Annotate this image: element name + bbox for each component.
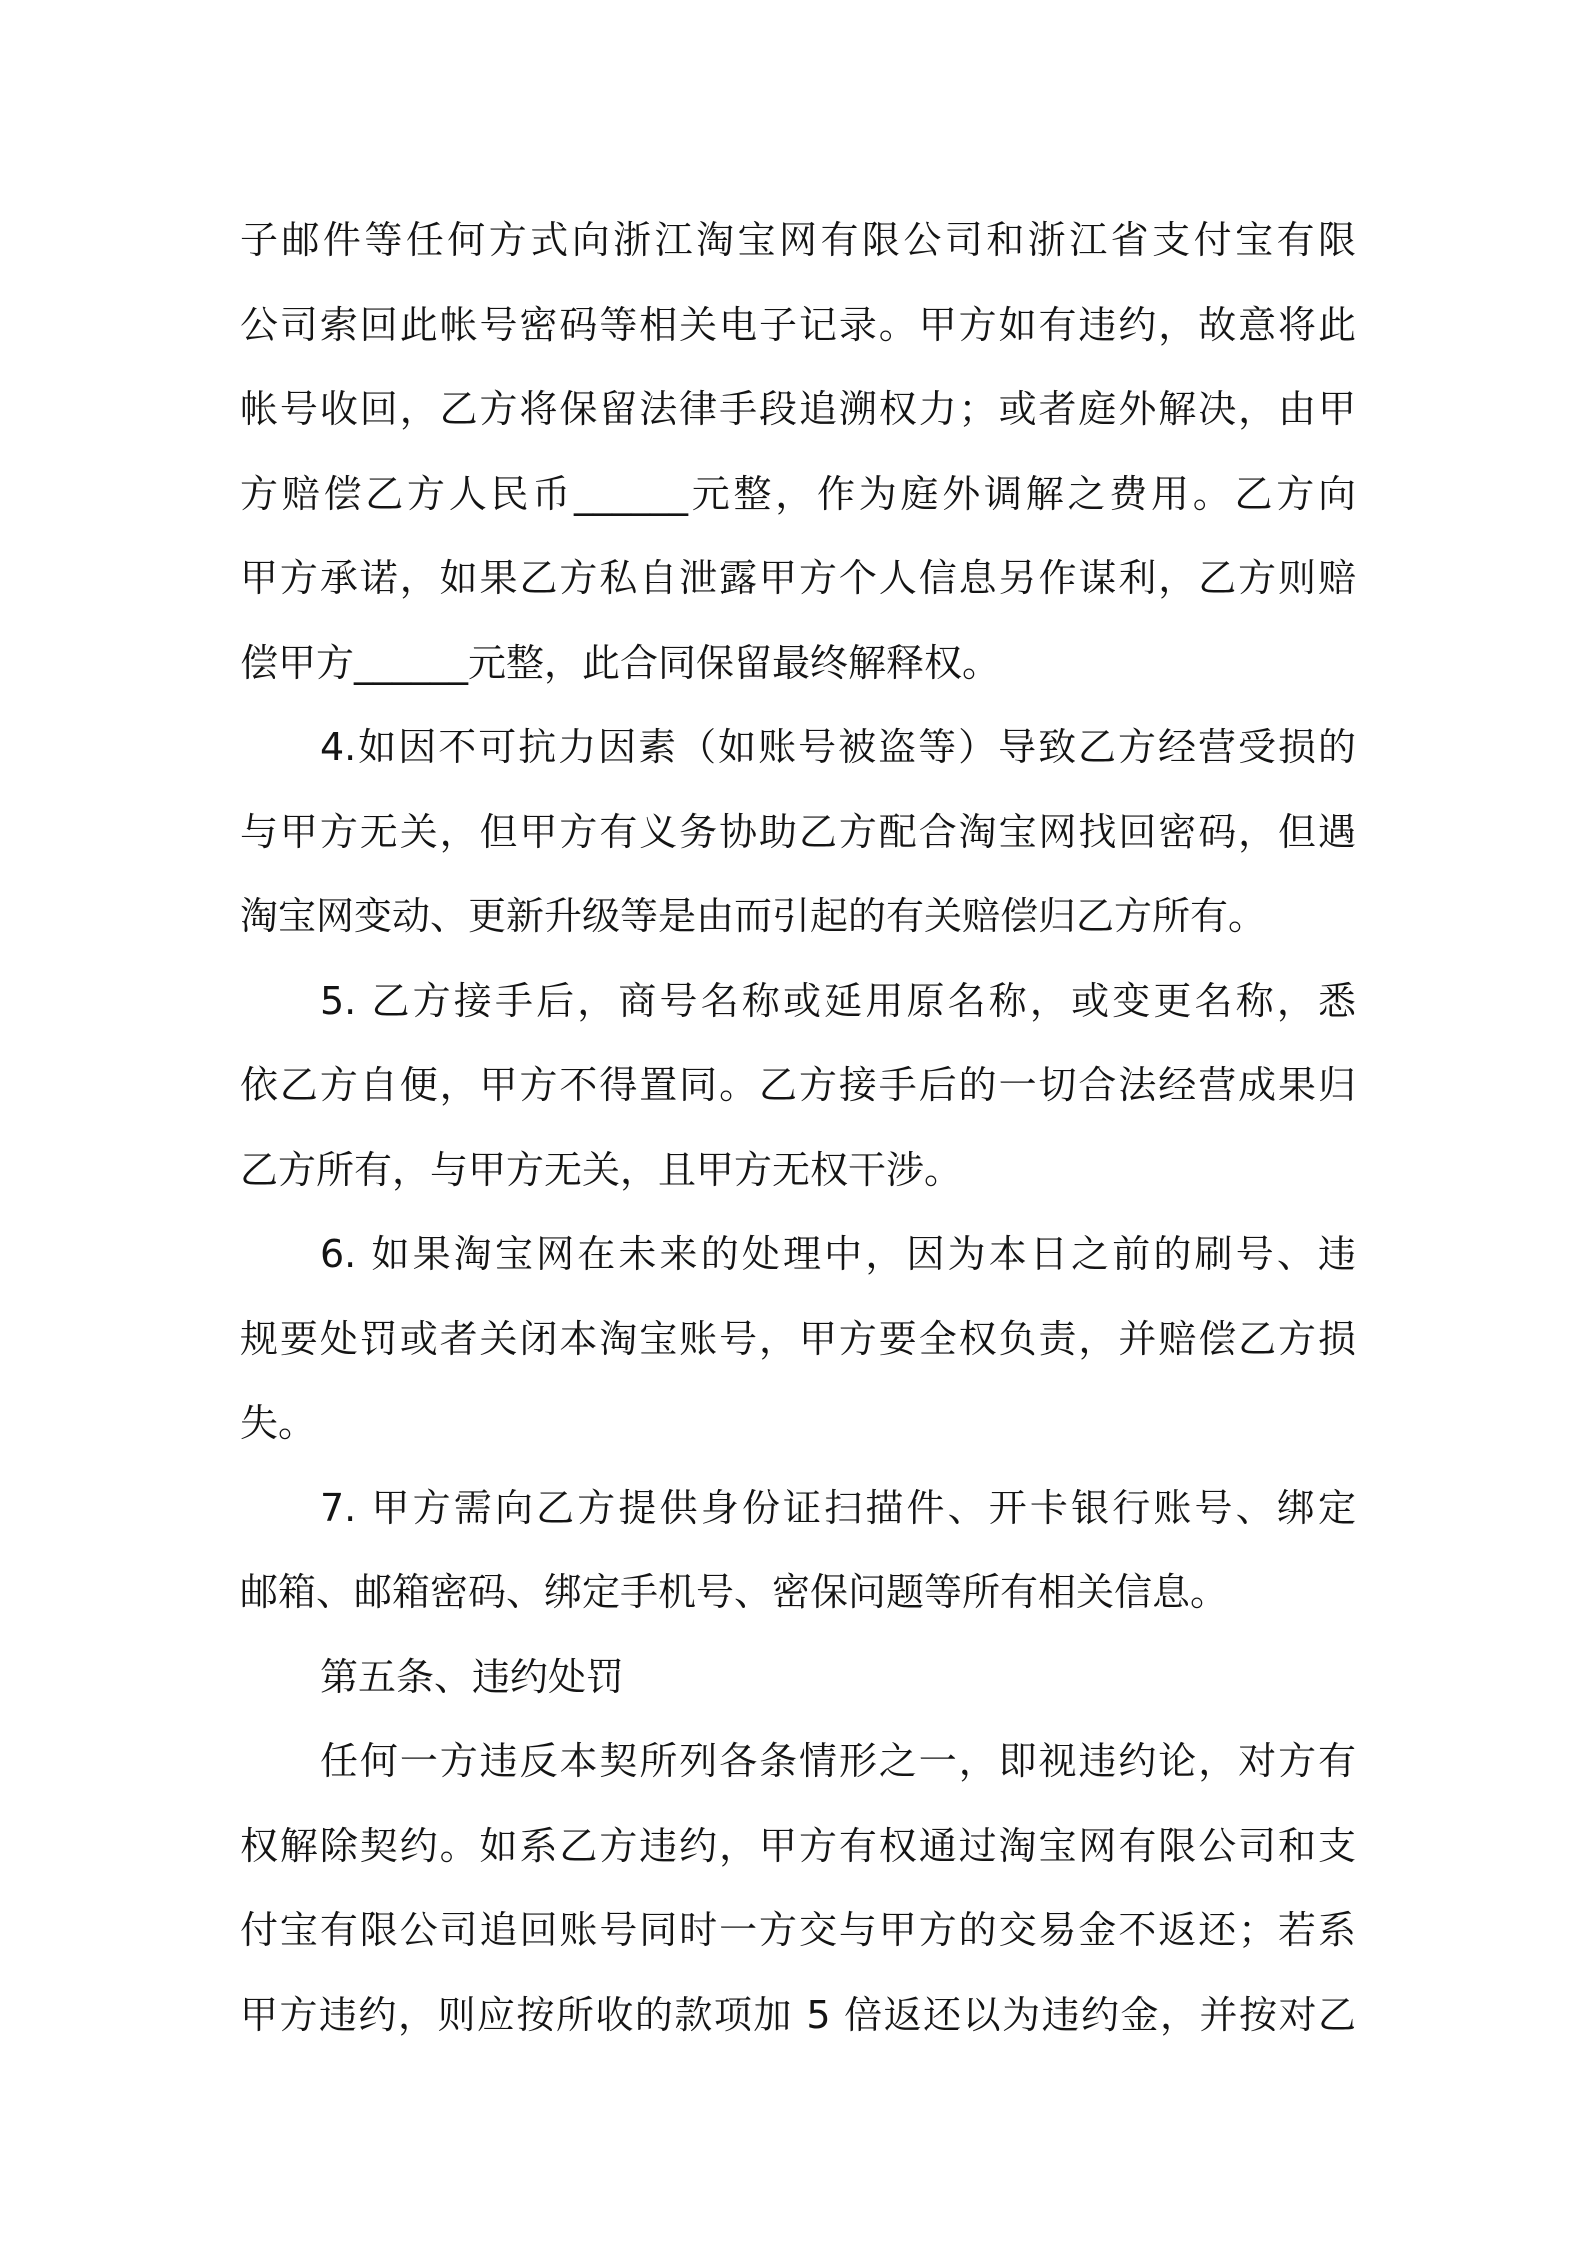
text-line: 帐号收回，乙方将保留法律手段追溯权力；或者庭外解决，由甲 [240,387,1356,431]
text-line: 付宝有限公司追回账号同时一方交与甲方的交易金不返还；若系 [240,1908,1356,1952]
text-line: 偿甲方______元整，此合同保留最终解释权。 [240,640,1001,685]
text-line: 公司索回此帐号密码等相关电子记录。甲方如有违约，故意将此 [240,302,1356,347]
text-line: 子邮件等任何方式向浙江淘宝网有限公司和浙江省支付宝有限 [240,218,1356,262]
text-line: 规要处罚或者关闭本淘宝账号，甲方要全权负责，并赔偿乙方损 [240,1316,1356,1361]
clause-4-line: 4.如因不可抗力因素（如账号被盗等）导致乙方经营受损的 [320,725,1356,769]
text-line: 乙方所有，与甲方无关，且甲方无权干涉。 [240,1147,963,1192]
text-line: 邮箱、邮箱密码、绑定手机号、密保问题等所有相关信息。 [240,1570,1229,1614]
text-line: 方赔偿乙方人民币______元整，作为庭外调解之费用。乙方向 [240,471,1356,516]
text-line: 失。 [240,1401,317,1445]
clause-6-line: 6. 如果淘宝网在未来的处理中，因为本日之前的刷号、违 [320,1232,1356,1276]
text-line: 甲方违约，则应按所收的款项加 5 倍返还以为违约金，并按对乙 [240,1992,1356,2037]
text-line: 甲方承诺，如果乙方私自泄露甲方个人信息另作谋利，乙方则赔 [240,556,1356,600]
clause-7-line: 7. 甲方需向乙方提供身份证扫描件、开卡银行账号、绑定 [320,1485,1356,1530]
text-line: 依乙方自便，甲方不得置同。乙方接手后的一切合法经营成果归 [240,1063,1356,1107]
clause-5-line: 5. 乙方接手后，商号名称或延用原名称，或变更名称，悉 [320,978,1356,1023]
text-line: 淘宝网变动、更新升级等是由而引起的有关赔偿归乙方所有。 [240,894,1267,938]
text-line: 权解除契约。如系乙方违约，甲方有权通过淘宝网有限公司和支 [240,1823,1356,1868]
text-line: 与甲方无关，但甲方有义务协助乙方配合淘宝网找回密码，但遇 [240,809,1356,854]
penalty-paragraph-line: 任何一方违反本契所列各条情形之一，即视违约论，对方有 [320,1739,1356,1783]
contract-body [240,198,1356,2057]
section-heading: 第五条、违约处罚 [320,1654,625,1699]
